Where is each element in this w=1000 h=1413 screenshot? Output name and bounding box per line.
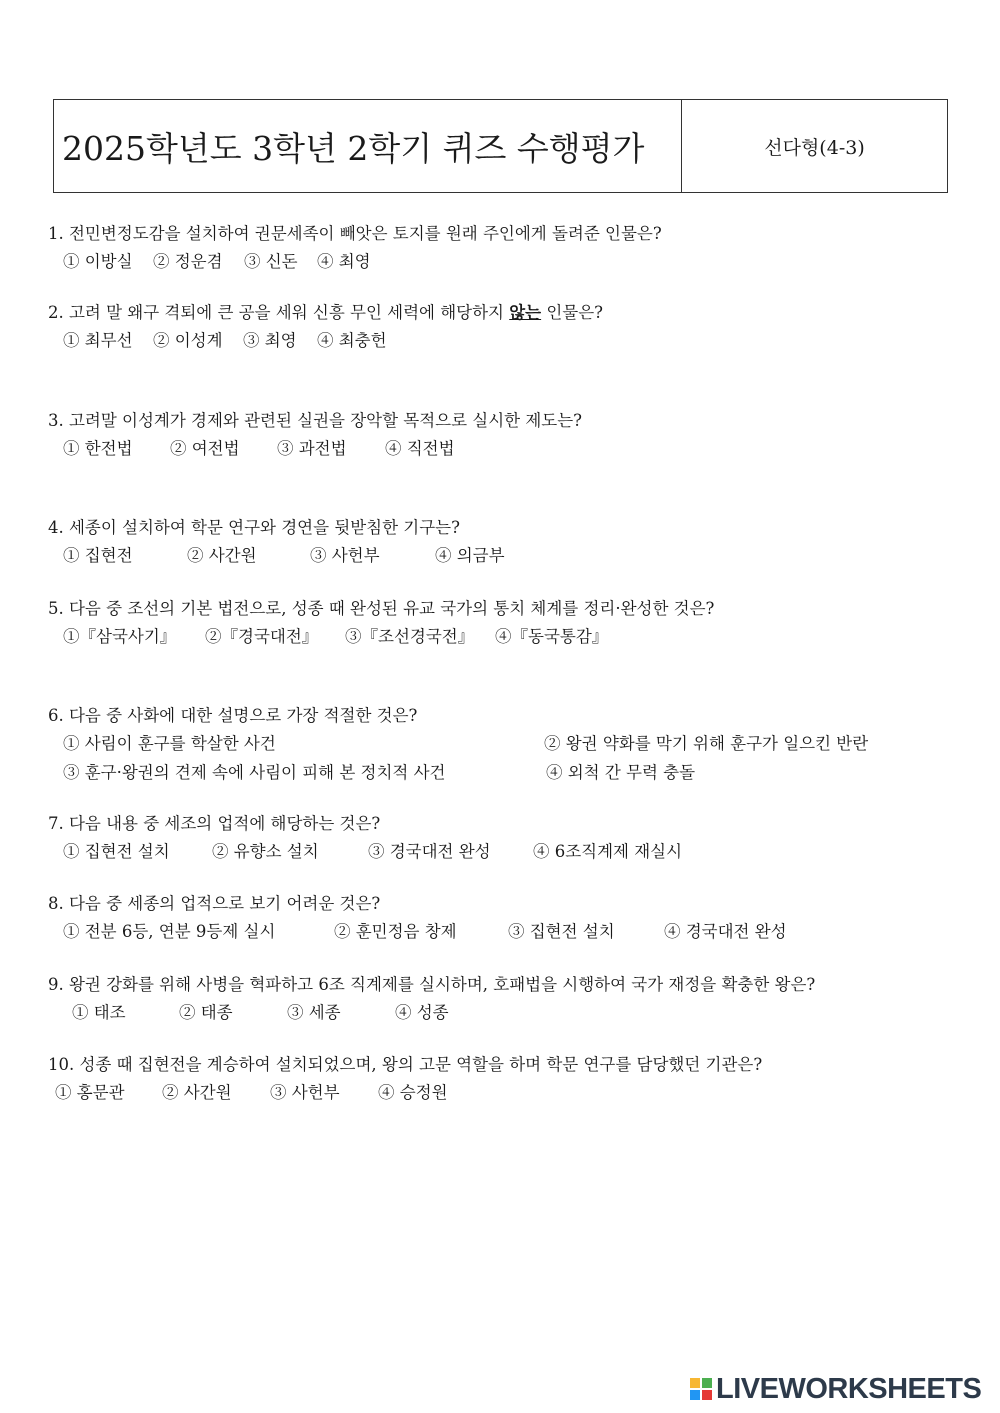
question-5-options xyxy=(48,623,714,651)
q6-option-2[interactable]: ② 왕권 약화를 막기 위해 훈구가 일으킨 반란 xyxy=(544,734,869,753)
question-1-text: 1. 전민변정도감을 설치하여 권문세족이 빼앗은 토지를 원래 주인에게 돌려준 인물은? xyxy=(48,224,662,243)
q10-option-4[interactable]: ④ 승정원 xyxy=(378,1083,448,1102)
question-9-text: 9. 왕권 강화를 위해 사병을 혁파하고 6조 직계제를 실시하며, 호패법을 시행하여 국가 재정을 확충한 왕은? xyxy=(48,975,816,994)
q9-option-3[interactable]: ③ 세종 xyxy=(287,1003,341,1022)
question-6-text: 6. 다음 중 사화에 대한 설명으로 가장 적절한 것은? xyxy=(48,706,418,725)
q1-option-1[interactable]: ① 이방실 xyxy=(63,252,133,271)
q3-option-3[interactable]: ③ 과전법 xyxy=(277,439,347,458)
question-8 xyxy=(48,891,787,946)
logo-text: LIVEWORKSHEETS xyxy=(716,1372,982,1405)
question-4-options xyxy=(48,542,505,570)
q3-option-4[interactable]: ④ 직전법 xyxy=(385,439,455,458)
q4-option-1[interactable]: ① 집현전 xyxy=(63,546,133,565)
q7-option-2[interactable]: ② 유향소 설치 xyxy=(212,842,319,861)
liveworksheets-logo xyxy=(690,1374,981,1404)
question-2-text: 2. 고려 말 왜구 격퇴에 큰 공을 세워 신흥 무인 세력에 해당하지 않는 인물은? xyxy=(48,303,604,322)
question-3-options xyxy=(48,435,582,463)
q3-option-2[interactable]: ② 여전법 xyxy=(170,439,240,458)
question-1 xyxy=(48,221,662,276)
question-3-text: 3. 고려말 이성계가 경제와 관련된 실권을 장악할 목적으로 실시한 제도는? xyxy=(48,411,583,430)
q4-option-4[interactable]: ④ 의금부 xyxy=(435,546,505,565)
question-10-options xyxy=(48,1079,762,1107)
q9-option-1[interactable]: ① 태조 xyxy=(72,1003,126,1022)
question-8-text: 8. 다음 중 세종의 업적으로 보기 어려운 것은? xyxy=(48,894,381,913)
question-4 xyxy=(48,515,505,570)
q6-option-3[interactable]: ③ 훈구·왕권의 견제 속에 사림이 피해 본 정치적 사건 xyxy=(63,763,446,782)
q10-option-2[interactable]: ② 사간원 xyxy=(162,1083,232,1102)
q5-option-1[interactable]: ①『삼국사기』 xyxy=(63,627,177,646)
question-6-options-row-2 xyxy=(48,759,868,787)
question-3 xyxy=(48,408,582,463)
q9-option-2[interactable]: ② 태종 xyxy=(179,1003,233,1022)
q5-option-2[interactable]: ②『경국대전』 xyxy=(205,627,319,646)
question-7-text: 7. 다음 내용 중 세조의 업적에 해당하는 것은? xyxy=(48,814,381,833)
q1-option-2[interactable]: ② 정운겸 xyxy=(153,252,223,271)
question-10-text: 10. 성종 때 집현전을 계승하여 설치되었으며, 왕의 고문 역할을 하며 학문 연구를 담당했던 기관은? xyxy=(48,1055,763,1074)
q7-option-1[interactable]: ① 집현전 설치 xyxy=(63,842,170,861)
logo-squares-icon xyxy=(690,1378,712,1400)
question-8-options xyxy=(48,918,787,946)
q6-option-4[interactable]: ④ 외척 간 무력 충돌 xyxy=(546,763,696,782)
q1-option-4[interactable]: ④ 최영 xyxy=(317,252,371,271)
q4-option-2[interactable]: ② 사간원 xyxy=(187,546,257,565)
q8-option-1[interactable]: ① 전분 6등, 연분 9등제 실시 xyxy=(63,922,276,941)
question-10 xyxy=(48,1052,762,1107)
question-1-options xyxy=(48,248,662,276)
question-type-label: 선다형(4-3) xyxy=(764,136,865,159)
emphasis-not: 않는 xyxy=(509,303,542,322)
q5-option-3[interactable]: ③『조선경국전』 xyxy=(345,627,475,646)
q5-option-4[interactable]: ④『동국통감』 xyxy=(495,627,609,646)
question-5 xyxy=(48,596,714,651)
q4-option-3[interactable]: ③ 사헌부 xyxy=(310,546,380,565)
question-6-options-row-1 xyxy=(48,730,868,758)
question-5-text: 5. 다음 중 조선의 기본 법전으로, 성종 때 완성된 유교 국가의 통치 체계를 정리·완성한 것은? xyxy=(48,599,715,618)
question-9 xyxy=(48,972,815,1027)
q2-option-1[interactable]: ① 최무선 xyxy=(63,331,133,350)
q8-option-2[interactable]: ② 훈민정음 창제 xyxy=(334,922,457,941)
q7-option-4[interactable]: ④ 6조직계제 재실시 xyxy=(533,842,683,861)
q10-option-3[interactable]: ③ 사헌부 xyxy=(270,1083,340,1102)
q7-option-3[interactable]: ③ 경국대전 완성 xyxy=(368,842,491,861)
question-7 xyxy=(48,811,682,866)
q1-option-3[interactable]: ③ 신돈 xyxy=(244,252,298,271)
header-box xyxy=(53,99,948,193)
q6-option-1[interactable]: ① 사림이 훈구를 학살한 사건 xyxy=(63,734,276,753)
question-6 xyxy=(48,703,868,787)
q9-option-4[interactable]: ④ 성종 xyxy=(395,1003,449,1022)
page-title: 2025학년도 3학년 2학기 퀴즈 수행평가 xyxy=(54,100,682,192)
q2-option-4[interactable]: ④ 최충헌 xyxy=(317,331,387,350)
q8-option-3[interactable]: ③ 집현전 설치 xyxy=(508,922,615,941)
question-4-text: 4. 세종이 설치하여 학문 연구와 경연을 뒷받침한 기구는? xyxy=(48,518,460,537)
question-7-options xyxy=(48,838,682,866)
q3-option-1[interactable]: ① 한전법 xyxy=(63,439,133,458)
q2-option-3[interactable]: ③ 최영 xyxy=(243,331,297,350)
question-2-options xyxy=(48,327,603,355)
q10-option-1[interactable]: ① 홍문관 xyxy=(55,1083,125,1102)
question-2 xyxy=(48,300,603,355)
q8-option-4[interactable]: ④ 경국대전 완성 xyxy=(664,922,787,941)
question-9-options xyxy=(48,999,815,1027)
q2-option-2[interactable]: ② 이성계 xyxy=(153,331,223,350)
